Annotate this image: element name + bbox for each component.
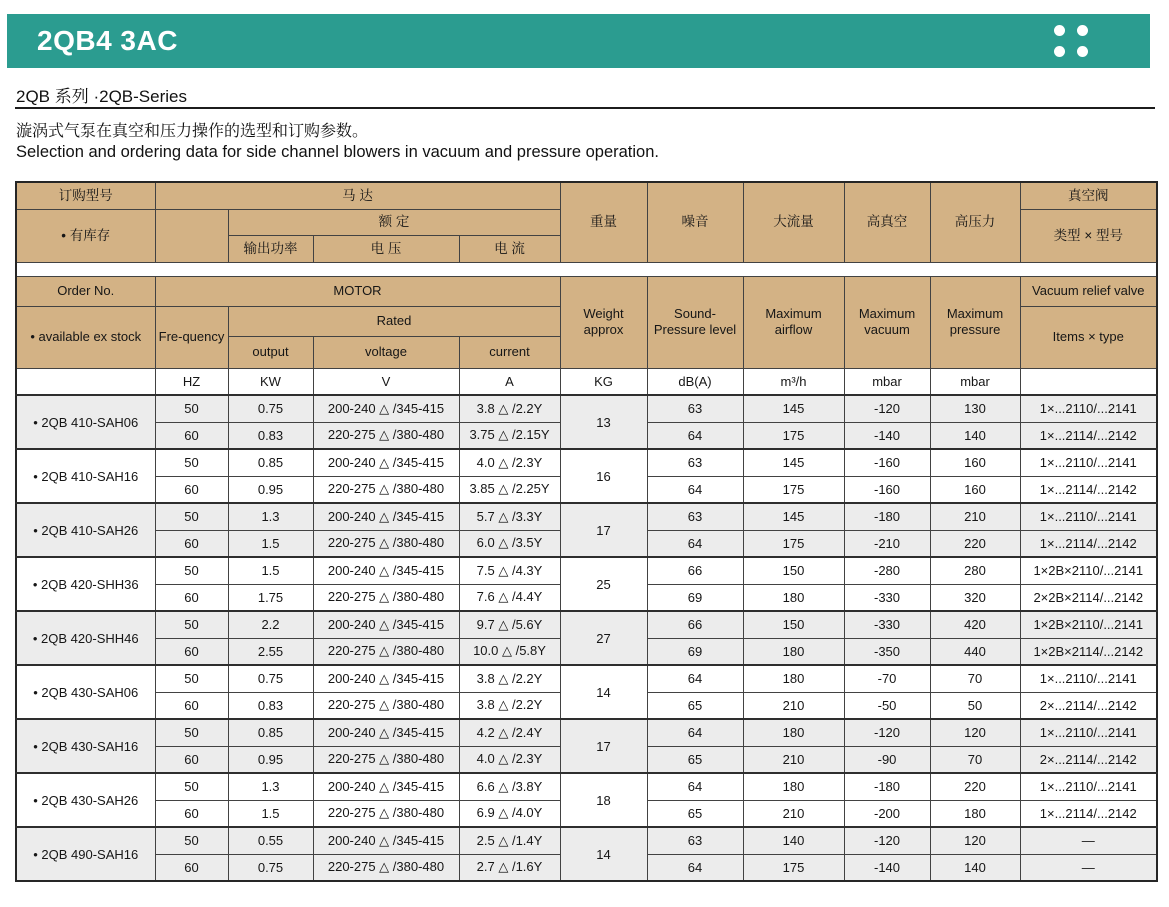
output-cell: 1.5 xyxy=(228,800,313,827)
table-row xyxy=(16,611,1157,638)
voltage-cell: 220-275 △ /380-480 xyxy=(313,746,459,773)
vacuum-cell: -330 xyxy=(844,584,930,611)
weight-cell: 27 xyxy=(560,611,647,665)
table-row xyxy=(16,449,1157,476)
frequency-cell: 50 xyxy=(155,665,228,692)
vacuum-cell: -160 xyxy=(844,476,930,503)
voltage-cell: 200-240 △ /345-415 xyxy=(313,719,459,746)
divider-rule xyxy=(15,107,1155,109)
output-cell: 0.85 xyxy=(228,719,313,746)
valve-cell: 1×...2110/...2141 xyxy=(1020,665,1157,692)
output-cell: 0.75 xyxy=(228,854,313,881)
current-cell: 6.9 △ /4.0Y xyxy=(459,800,560,827)
model-cell: • 2QB 430-SAH26 xyxy=(16,773,155,827)
output-cell: 1.5 xyxy=(228,557,313,584)
valve-cell: 1×...2114/...2142 xyxy=(1020,800,1157,827)
header-max-pressure-en: Maximum pressure xyxy=(930,276,1020,368)
header-max-airflow-en: Maximum airflow xyxy=(743,276,844,368)
airflow-cell: 180 xyxy=(743,773,844,800)
frequency-cell: 60 xyxy=(155,692,228,719)
sound-cell: 65 xyxy=(647,746,743,773)
header-output-en: output xyxy=(228,336,313,368)
unit-cell: A xyxy=(459,368,560,395)
valve-cell: 1×...2110/...2141 xyxy=(1020,449,1157,476)
gap-cell xyxy=(16,262,1157,276)
airflow-cell: 180 xyxy=(743,584,844,611)
unit-cell: V xyxy=(313,368,459,395)
header-sound-en: Sound- Pressure level xyxy=(647,276,743,368)
current-cell: 10.0 △ /5.8Y xyxy=(459,638,560,665)
weight-cell: 17 xyxy=(560,719,647,773)
unit-cell: mbar xyxy=(930,368,1020,395)
header-in-stock-en: • available ex stock xyxy=(16,306,155,368)
current-cell: 3.8 △ /2.2Y xyxy=(459,692,560,719)
model-cell: • 2QB 410-SAH26 xyxy=(16,503,155,557)
header-gap-row xyxy=(16,262,1157,276)
voltage-cell: 200-240 △ /345-415 xyxy=(313,827,459,854)
sound-cell: 66 xyxy=(647,611,743,638)
current-cell: 3.8 △ /2.2Y xyxy=(459,395,560,422)
valve-cell: 1×...2110/...2141 xyxy=(1020,395,1157,422)
frequency-cell: 50 xyxy=(155,557,228,584)
airflow-cell: 145 xyxy=(743,449,844,476)
sound-cell: 64 xyxy=(647,854,743,881)
output-cell: 1.3 xyxy=(228,773,313,800)
vacuum-cell: -330 xyxy=(844,611,930,638)
header-noise-zh: 噪音 xyxy=(647,182,743,262)
pressure-cell: 210 xyxy=(930,503,1020,530)
sound-cell: 64 xyxy=(647,665,743,692)
pressure-cell: 180 xyxy=(930,800,1020,827)
output-cell: 0.95 xyxy=(228,746,313,773)
weight-cell: 14 xyxy=(560,827,647,881)
voltage-cell: 220-275 △ /380-480 xyxy=(313,638,459,665)
vacuum-cell: -140 xyxy=(844,854,930,881)
vacuum-cell: -180 xyxy=(844,773,930,800)
valve-cell: 1×...2110/...2141 xyxy=(1020,719,1157,746)
valve-cell: 1×...2114/...2142 xyxy=(1020,476,1157,503)
dot-icon xyxy=(1054,46,1065,57)
frequency-cell: 50 xyxy=(155,827,228,854)
frequency-cell: 50 xyxy=(155,719,228,746)
sound-cell: 65 xyxy=(647,800,743,827)
weight-cell: 13 xyxy=(560,395,647,449)
unit-cell: KG xyxy=(560,368,647,395)
pressure-cell: 140 xyxy=(930,422,1020,449)
unit-cell xyxy=(1020,368,1157,395)
airflow-cell: 145 xyxy=(743,395,844,422)
current-cell: 4.0 △ /2.3Y xyxy=(459,746,560,773)
frequency-cell: 60 xyxy=(155,800,228,827)
frequency-cell: 60 xyxy=(155,584,228,611)
vacuum-cell: -90 xyxy=(844,746,930,773)
airflow-cell: 175 xyxy=(743,422,844,449)
grid-dots-icon xyxy=(1054,25,1088,57)
current-cell: 6.6 △ /3.8Y xyxy=(459,773,560,800)
voltage-cell: 220-275 △ /380-480 xyxy=(313,422,459,449)
sound-cell: 64 xyxy=(647,476,743,503)
voltage-cell: 200-240 △ /345-415 xyxy=(313,611,459,638)
current-cell: 4.2 △ /2.4Y xyxy=(459,719,560,746)
pressure-cell: 50 xyxy=(930,692,1020,719)
pressure-cell: 220 xyxy=(930,530,1020,557)
airflow-cell: 150 xyxy=(743,611,844,638)
frequency-cell: 60 xyxy=(155,854,228,881)
airflow-cell: 180 xyxy=(743,665,844,692)
weight-cell: 16 xyxy=(560,449,647,503)
airflow-cell: 210 xyxy=(743,692,844,719)
voltage-cell: 200-240 △ /345-415 xyxy=(313,395,459,422)
output-cell: 0.75 xyxy=(228,395,313,422)
valve-cell: 1×2B×2110/...2141 xyxy=(1020,611,1157,638)
airflow-cell: 175 xyxy=(743,530,844,557)
dot-icon xyxy=(1054,25,1065,36)
model-cell: • 2QB 430-SAH16 xyxy=(16,719,155,773)
header-output-zh: 输出功率 xyxy=(228,235,313,262)
frequency-cell: 50 xyxy=(155,449,228,476)
frequency-cell: 60 xyxy=(155,422,228,449)
frequency-cell: 60 xyxy=(155,530,228,557)
valve-cell: 1×...2114/...2142 xyxy=(1020,530,1157,557)
header-rated-zh: 额 定 xyxy=(228,209,560,235)
units-row xyxy=(16,368,1157,395)
description-zh: 漩涡式气泵在真空和压力操作的选型和订购参数。 xyxy=(16,123,369,140)
current-cell: 9.7 △ /5.6Y xyxy=(459,611,560,638)
airflow-cell: 180 xyxy=(743,719,844,746)
weight-cell: 14 xyxy=(560,665,647,719)
airflow-cell: 145 xyxy=(743,503,844,530)
frequency-cell: 50 xyxy=(155,773,228,800)
header-voltage-zh: 电 压 xyxy=(313,235,459,262)
unit-cell xyxy=(16,368,155,395)
table-row xyxy=(16,827,1157,854)
airflow-cell: 210 xyxy=(743,746,844,773)
output-cell: 0.85 xyxy=(228,449,313,476)
airflow-cell: 150 xyxy=(743,557,844,584)
voltage-cell: 220-275 △ /380-480 xyxy=(313,800,459,827)
model-cell: • 2QB 430-SAH06 xyxy=(16,665,155,719)
sound-cell: 63 xyxy=(647,503,743,530)
airflow-cell: 180 xyxy=(743,638,844,665)
output-cell: 1.5 xyxy=(228,530,313,557)
header-max-airflow-zh: 大流量 xyxy=(743,182,844,262)
vacuum-cell: -120 xyxy=(844,719,930,746)
vacuum-cell: -160 xyxy=(844,449,930,476)
voltage-cell: 220-275 △ /380-480 xyxy=(313,530,459,557)
current-cell: 6.0 △ /3.5Y xyxy=(459,530,560,557)
model-cell: • 2QB 410-SAH06 xyxy=(16,395,155,449)
model-cell: • 2QB 420-SHH36 xyxy=(16,557,155,611)
header-max-vacuum-zh: 高真空 xyxy=(844,182,930,262)
header-voltage-en: voltage xyxy=(313,336,459,368)
header-order-no-zh: 订购型号 xyxy=(16,182,155,209)
sound-cell: 66 xyxy=(647,557,743,584)
frequency-cell: 50 xyxy=(155,395,228,422)
header-items-type-en: Items × type xyxy=(1020,306,1157,368)
sound-cell: 64 xyxy=(647,773,743,800)
sound-cell: 69 xyxy=(647,638,743,665)
voltage-cell: 220-275 △ /380-480 xyxy=(313,692,459,719)
dot-icon xyxy=(1077,25,1088,36)
header-frequency-en: Fre-quency xyxy=(155,306,228,368)
vacuum-cell: -120 xyxy=(844,827,930,854)
current-cell: 3.75 △ /2.15Y xyxy=(459,422,560,449)
output-cell: 2.55 xyxy=(228,638,313,665)
header-vacuum-valve-zh: 真空阀 xyxy=(1020,182,1157,209)
vacuum-cell: -180 xyxy=(844,503,930,530)
model-cell: • 2QB 420-SHH46 xyxy=(16,611,155,665)
header-vacuum-valve-en: Vacuum relief valve xyxy=(1020,276,1157,306)
header-order-no-en: Order No. xyxy=(16,276,155,306)
table-row xyxy=(16,395,1157,422)
pressure-cell: 140 xyxy=(930,854,1020,881)
sound-cell: 63 xyxy=(647,395,743,422)
airflow-cell: 140 xyxy=(743,827,844,854)
vacuum-cell: -120 xyxy=(844,395,930,422)
voltage-cell: 200-240 △ /345-415 xyxy=(313,773,459,800)
vacuum-cell: -200 xyxy=(844,800,930,827)
current-cell: 2.7 △ /1.6Y xyxy=(459,854,560,881)
header-in-stock-zh: • 有库存 xyxy=(16,209,155,262)
frequency-cell: 50 xyxy=(155,503,228,530)
header-max-pressure-zh: 高压力 xyxy=(930,182,1020,262)
pressure-cell: 120 xyxy=(930,719,1020,746)
pressure-cell: 70 xyxy=(930,746,1020,773)
voltage-cell: 200-240 △ /345-415 xyxy=(313,503,459,530)
valve-cell: 2×2B×2114/...2142 xyxy=(1020,584,1157,611)
valve-cell: 2×...2114/...2142 xyxy=(1020,692,1157,719)
header-motor-en: MOTOR xyxy=(155,276,560,306)
header-weight-zh: 重量 xyxy=(560,182,647,262)
sound-cell: 64 xyxy=(647,422,743,449)
voltage-cell: 220-275 △ /380-480 xyxy=(313,584,459,611)
vacuum-cell: -70 xyxy=(844,665,930,692)
vacuum-cell: -350 xyxy=(844,638,930,665)
header-current-en: current xyxy=(459,336,560,368)
frequency-cell: 60 xyxy=(155,476,228,503)
vacuum-cell: -50 xyxy=(844,692,930,719)
title-banner xyxy=(7,14,1150,68)
model-cell: • 2QB 410-SAH16 xyxy=(16,449,155,503)
pressure-cell: 70 xyxy=(930,665,1020,692)
spec-table xyxy=(15,181,1158,882)
output-cell: 0.55 xyxy=(228,827,313,854)
current-cell: 3.8 △ /2.2Y xyxy=(459,665,560,692)
unit-cell: dB(A) xyxy=(647,368,743,395)
output-cell: 0.75 xyxy=(228,665,313,692)
valve-cell: 1×...2114/...2142 xyxy=(1020,422,1157,449)
page-title: 2QB4 3AC xyxy=(37,25,178,56)
current-cell: 5.7 △ /3.3Y xyxy=(459,503,560,530)
weight-cell: 18 xyxy=(560,773,647,827)
frequency-cell: 50 xyxy=(155,611,228,638)
pressure-cell: 120 xyxy=(930,827,1020,854)
header-current-zh: 电 流 xyxy=(459,235,560,262)
valve-cell: 1×2B×2110/...2141 xyxy=(1020,557,1157,584)
voltage-cell: 200-240 △ /345-415 xyxy=(313,665,459,692)
voltage-cell: 220-275 △ /380-480 xyxy=(313,476,459,503)
unit-cell: mbar xyxy=(844,368,930,395)
description-en: Selection and ordering data for side channel blowers in vacuum and pressure operation. xyxy=(16,143,659,161)
pressure-cell: 130 xyxy=(930,395,1020,422)
table-row xyxy=(16,773,1157,800)
vacuum-cell: -140 xyxy=(844,422,930,449)
valve-cell: — xyxy=(1020,827,1157,854)
frequency-cell: 60 xyxy=(155,746,228,773)
valve-cell: 1×...2110/...2141 xyxy=(1020,773,1157,800)
sound-cell: 63 xyxy=(647,827,743,854)
output-cell: 0.83 xyxy=(228,692,313,719)
pressure-cell: 420 xyxy=(930,611,1020,638)
valve-cell: 1×2B×2114/...2142 xyxy=(1020,638,1157,665)
airflow-cell: 210 xyxy=(743,800,844,827)
valve-cell: 1×...2110/...2141 xyxy=(1020,503,1157,530)
dot-icon xyxy=(1077,46,1088,57)
voltage-cell: 200-240 △ /345-415 xyxy=(313,557,459,584)
header-row-zh xyxy=(16,182,1157,209)
current-cell: 3.85 △ /2.25Y xyxy=(459,476,560,503)
header-type-model-zh: 类型 × 型号 xyxy=(1020,209,1157,262)
frequency-cell: 60 xyxy=(155,638,228,665)
valve-cell: 2×...2114/...2142 xyxy=(1020,746,1157,773)
voltage-cell: 220-275 △ /380-480 xyxy=(313,854,459,881)
table-row xyxy=(16,557,1157,584)
pressure-cell: 280 xyxy=(930,557,1020,584)
output-cell: 0.95 xyxy=(228,476,313,503)
current-cell: 4.0 △ /2.3Y xyxy=(459,449,560,476)
pressure-cell: 160 xyxy=(930,476,1020,503)
sound-cell: 64 xyxy=(647,530,743,557)
sound-cell: 64 xyxy=(647,719,743,746)
vacuum-cell: -210 xyxy=(844,530,930,557)
pressure-cell: 160 xyxy=(930,449,1020,476)
table-row xyxy=(16,503,1157,530)
voltage-cell: 200-240 △ /345-415 xyxy=(313,449,459,476)
header-motor-zh: 马 达 xyxy=(155,182,560,209)
header-max-vacuum-en: Maximum vacuum xyxy=(844,276,930,368)
pressure-cell: 320 xyxy=(930,584,1020,611)
header-row-en xyxy=(16,276,1157,306)
weight-cell: 17 xyxy=(560,503,647,557)
series-heading: 2QB 系列 ·2QB-Series xyxy=(16,87,187,106)
current-cell: 7.6 △ /4.4Y xyxy=(459,584,560,611)
unit-cell: m³/h xyxy=(743,368,844,395)
header-frequency-zh-blank xyxy=(155,209,228,262)
model-cell: • 2QB 490-SAH16 xyxy=(16,827,155,881)
weight-cell: 25 xyxy=(560,557,647,611)
current-cell: 7.5 △ /4.3Y xyxy=(459,557,560,584)
pressure-cell: 220 xyxy=(930,773,1020,800)
vacuum-cell: -280 xyxy=(844,557,930,584)
pressure-cell: 440 xyxy=(930,638,1020,665)
valve-cell: — xyxy=(1020,854,1157,881)
output-cell: 1.3 xyxy=(228,503,313,530)
table-row xyxy=(16,719,1157,746)
sound-cell: 65 xyxy=(647,692,743,719)
output-cell: 1.75 xyxy=(228,584,313,611)
sound-cell: 63 xyxy=(647,449,743,476)
airflow-cell: 175 xyxy=(743,854,844,881)
output-cell: 0.83 xyxy=(228,422,313,449)
header-weight-en: Weight approx xyxy=(560,276,647,368)
airflow-cell: 175 xyxy=(743,476,844,503)
header-rated-en: Rated xyxy=(228,306,560,336)
current-cell: 2.5 △ /1.4Y xyxy=(459,827,560,854)
sound-cell: 69 xyxy=(647,584,743,611)
table-row xyxy=(16,665,1157,692)
unit-cell: KW xyxy=(228,368,313,395)
output-cell: 2.2 xyxy=(228,611,313,638)
unit-cell: HZ xyxy=(155,368,228,395)
